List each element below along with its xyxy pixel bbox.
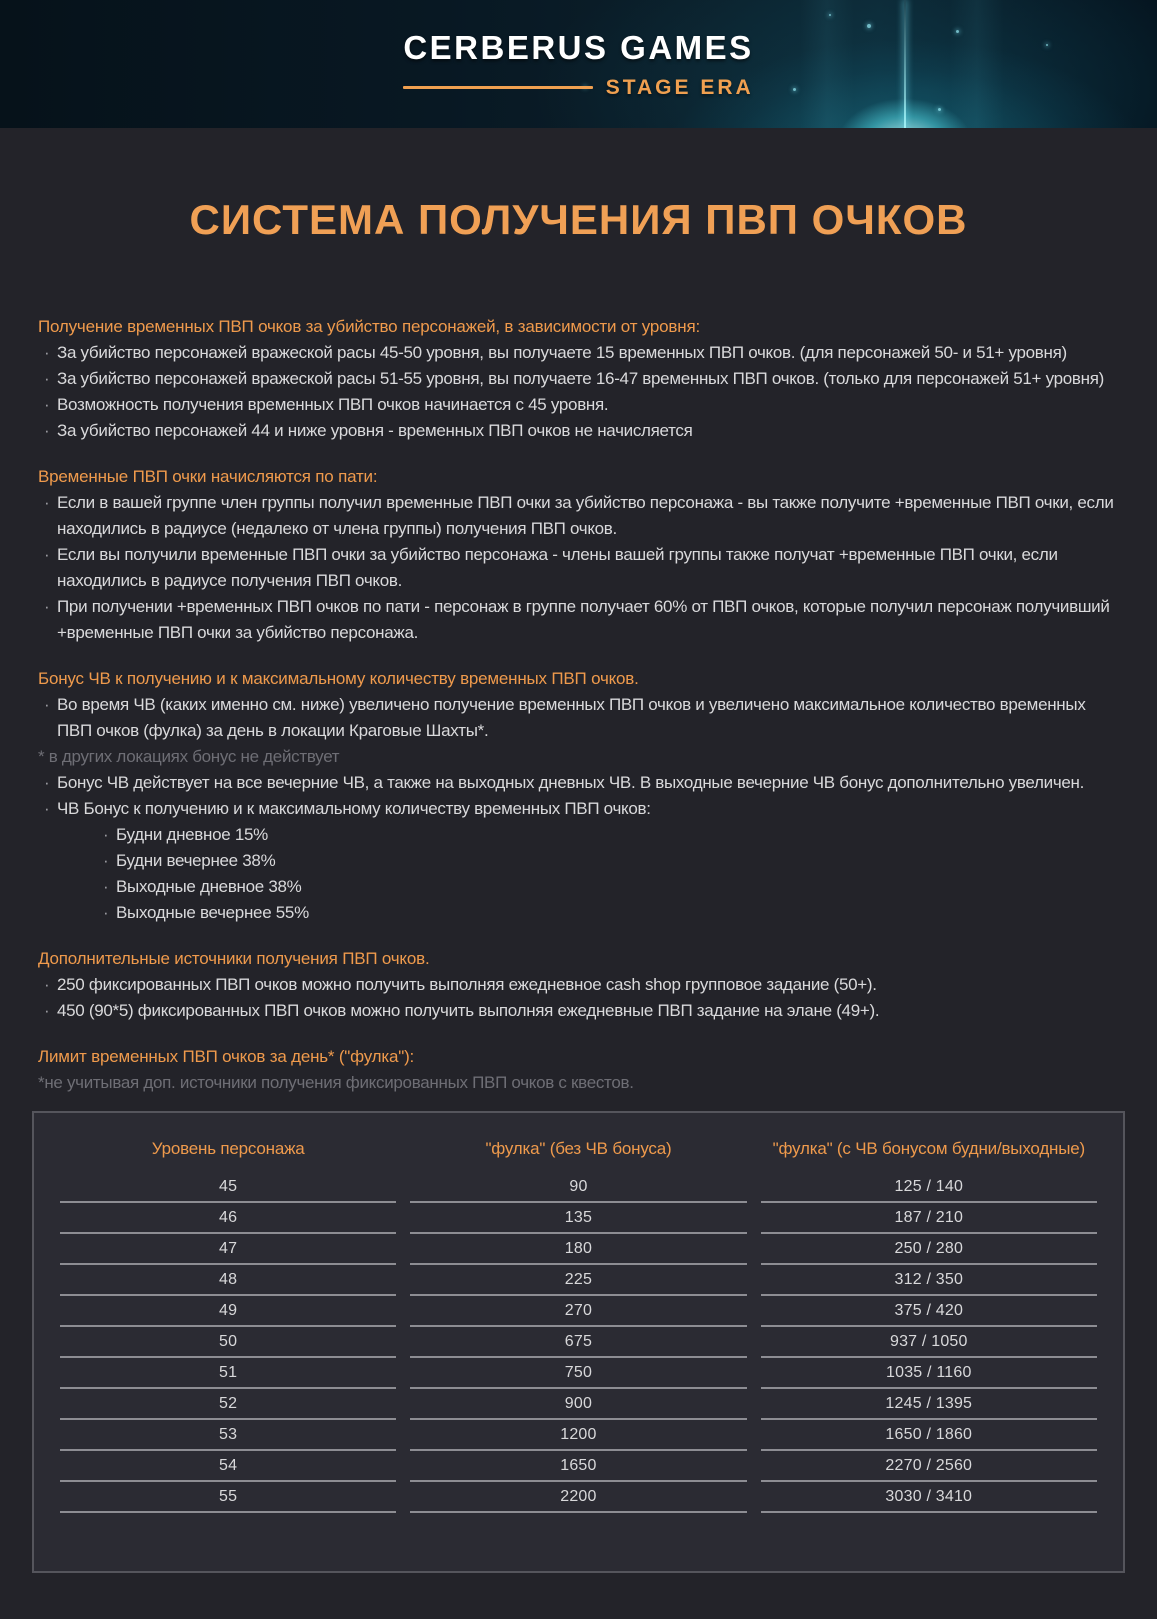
sub-bullet-item: · Будни вечернее 38% — [101, 848, 1119, 874]
bullet-item: · При получении +временных ПВП очков по пати - персонаж в группе получает 60% от ПВП очков, которые получил персонаж получивший +временные ПВП очки за убийство персонажа. — [38, 594, 1119, 646]
bullet-item: · Бонус ЧВ действует на все вечерние ЧВ, а также на выходных дневных ЧВ. В выходные вечерние ЧВ бонус дополнительно увеличен. — [38, 770, 1119, 796]
bullet-item: · Возможность получения временных ПВП очков начинается с 45 уровня. — [38, 392, 1119, 418]
cell-level: 52 — [60, 1389, 396, 1420]
cell-level: 55 — [60, 1482, 396, 1513]
bullet-list — [38, 692, 1119, 744]
table-row — [60, 1420, 1097, 1451]
sub-bullet-list — [101, 822, 1119, 926]
column-header-level: Уровень персонажа — [151, 1139, 305, 1159]
cell-bonus-cap: 187 / 210 — [761, 1203, 1097, 1234]
brand-subtitle: STAGE ERA — [605, 75, 754, 99]
cell-bonus-cap: 2270 / 2560 — [761, 1451, 1097, 1482]
main-content — [0, 198, 1157, 1619]
sparkle-decoration — [793, 88, 796, 91]
table-row — [60, 1358, 1097, 1389]
sparkle-decoration — [829, 14, 831, 16]
sparkle-decoration — [938, 108, 941, 111]
sparkle-decoration — [1046, 44, 1048, 46]
bullet-item: · 450 (90*5) фиксированных ПВП очков можно получить выполняя ежедневные ПВП задание на элане (49+). — [38, 998, 1119, 1024]
bullet-list — [38, 770, 1119, 822]
sparkle-decoration — [956, 30, 959, 33]
section-chv-bonus — [38, 666, 1119, 926]
column-header-bonus-cap: "фулка" (с ЧВ бонусом будни/выходные) — [772, 1139, 1085, 1159]
table-header-row — [60, 1127, 1097, 1172]
light-band-decoration — [800, 0, 854, 128]
table-row — [60, 1203, 1097, 1234]
cell-bonus-cap: 3030 / 3410 — [761, 1482, 1097, 1513]
cell-base-cap: 135 — [410, 1203, 746, 1234]
bullet-item: · ЧВ Бонус к получению и к максимальному количеству временных ПВП очков: — [38, 796, 1119, 822]
site-header — [0, 0, 1157, 128]
cell-base-cap: 180 — [410, 1234, 746, 1265]
brand-name: CERBERUS GAMES — [403, 28, 754, 66]
brand-divider-line — [403, 86, 592, 89]
cell-base-cap: 750 — [410, 1358, 746, 1389]
bullet-item: · Если вы получили временные ПВП очки за убийство персонажа - члены вашей группы также получат +временные ПВП очки, если находились в радиусе получения ПВП очков. — [38, 542, 1119, 594]
cell-level: 46 — [60, 1203, 396, 1234]
cell-level: 49 — [60, 1296, 396, 1327]
cell-level: 54 — [60, 1451, 396, 1482]
table-row — [60, 1389, 1097, 1420]
cell-base-cap: 270 — [410, 1296, 746, 1327]
bullet-item: · Если в вашей группе член группы получил временные ПВП очки за убийство персонажа - вы также получите +временные ПВП очки, если находились в радиусе (недалеко от члена группы) получения ПВП очков. — [38, 490, 1119, 542]
quests-footnote: *не учитывая доп. источники получения фиксированных ПВП очков с квестов. — [38, 1073, 634, 1093]
section-heading: Дополнительные источники получения ПВП очков. — [38, 949, 430, 969]
sub-bullet-item: · Выходные дневное 38% — [101, 874, 1119, 900]
cell-base-cap: 1650 — [410, 1451, 746, 1482]
cell-bonus-cap: 375 / 420 — [761, 1296, 1097, 1327]
cell-base-cap: 225 — [410, 1265, 746, 1296]
limits-table-container — [32, 1111, 1125, 1573]
section-heading: Получение временных ПВП очков за убийство персонажей, в зависимости от уровня: — [38, 317, 700, 337]
table-row — [60, 1296, 1097, 1327]
sparkle-decoration — [867, 24, 871, 28]
sub-bullet-item: · Будни дневное 15% — [101, 822, 1119, 848]
section-heading: Бонус ЧВ к получению и к максимальному количеству временных ПВП очков. — [38, 669, 639, 689]
cell-level: 53 — [60, 1420, 396, 1451]
cell-base-cap: 1200 — [410, 1420, 746, 1451]
section-daily-limit — [38, 1044, 1119, 1096]
bullet-list — [38, 340, 1119, 444]
cell-level: 50 — [60, 1327, 396, 1358]
cell-base-cap: 675 — [410, 1327, 746, 1358]
bullet-item: · За убийство персонажей 44 и ниже уровня - временных ПВП очков не начисляется — [38, 418, 1119, 444]
cell-bonus-cap: 312 / 350 — [761, 1265, 1097, 1296]
cell-level: 45 — [60, 1172, 396, 1203]
table-row — [60, 1265, 1097, 1296]
cell-level: 47 — [60, 1234, 396, 1265]
table-row — [60, 1327, 1097, 1358]
section-heading: Лимит временных ПВП очков за день* ("фулка"): — [38, 1047, 415, 1067]
cell-bonus-cap: 125 / 140 — [761, 1172, 1097, 1203]
cell-bonus-cap: 937 / 1050 — [761, 1327, 1097, 1358]
bullet-list — [38, 490, 1119, 646]
cell-bonus-cap: 1035 / 1160 — [761, 1358, 1097, 1389]
limits-table — [32, 1111, 1125, 1573]
section-extra-sources — [38, 946, 1119, 1024]
sub-bullet-item: · Выходные вечернее 55% — [101, 900, 1119, 926]
table-row — [60, 1234, 1097, 1265]
cell-level: 51 — [60, 1358, 396, 1389]
bullet-item: · Во время ЧВ (каких именно см. ниже) увеличено получение временных ПВП очков и увеличено максимальное количество временных ПВП очков (фулка) за день в локации Краговые Шахты*. — [38, 692, 1119, 744]
cell-bonus-cap: 1245 / 1395 — [761, 1389, 1097, 1420]
table-body — [60, 1172, 1097, 1513]
cell-bonus-cap: 1650 / 1860 — [761, 1420, 1097, 1451]
section-heading: Временные ПВП очки начисляются по пати: — [38, 467, 378, 487]
brand-subtitle-row — [403, 76, 753, 100]
bullet-item: · За убийство персонажей вражеской расы 51-55 уровня, вы получаете 16-47 временных ПВП очков. (только для персонажей 51+ уровня) — [38, 366, 1119, 392]
page-title: СИСТЕМА ПОЛУЧЕНИЯ ПВП ОЧКОВ — [189, 196, 968, 243]
cell-level: 48 — [60, 1265, 396, 1296]
cell-base-cap: 900 — [410, 1389, 746, 1420]
logo — [403, 29, 753, 100]
section-kill-points — [38, 314, 1119, 444]
cell-base-cap: 2200 — [410, 1482, 746, 1513]
light-band-decoration — [950, 0, 1004, 128]
bullet-list — [38, 972, 1119, 1024]
bullet-item: · За убийство персонажей вражеской расы 45-50 уровня, вы получаете 15 временных ПВП очков. (для персонажей 50- и 51+ уровня) — [38, 340, 1119, 366]
table-row — [60, 1172, 1097, 1203]
bullet-item: · 250 фиксированных ПВП очков можно получить выполняя ежедневное cash shop групповое задание (50+). — [38, 972, 1119, 998]
column-header-base-cap: "фулка" (без ЧВ бонуса) — [485, 1139, 672, 1159]
cell-bonus-cap: 250 / 280 — [761, 1234, 1097, 1265]
location-footnote: * в других локациях бонус не действует — [38, 747, 340, 767]
cell-base-cap: 90 — [410, 1172, 746, 1203]
table-row — [60, 1482, 1097, 1513]
section-party-points — [38, 464, 1119, 646]
table-row — [60, 1451, 1097, 1482]
light-beam-decoration — [904, 0, 906, 128]
